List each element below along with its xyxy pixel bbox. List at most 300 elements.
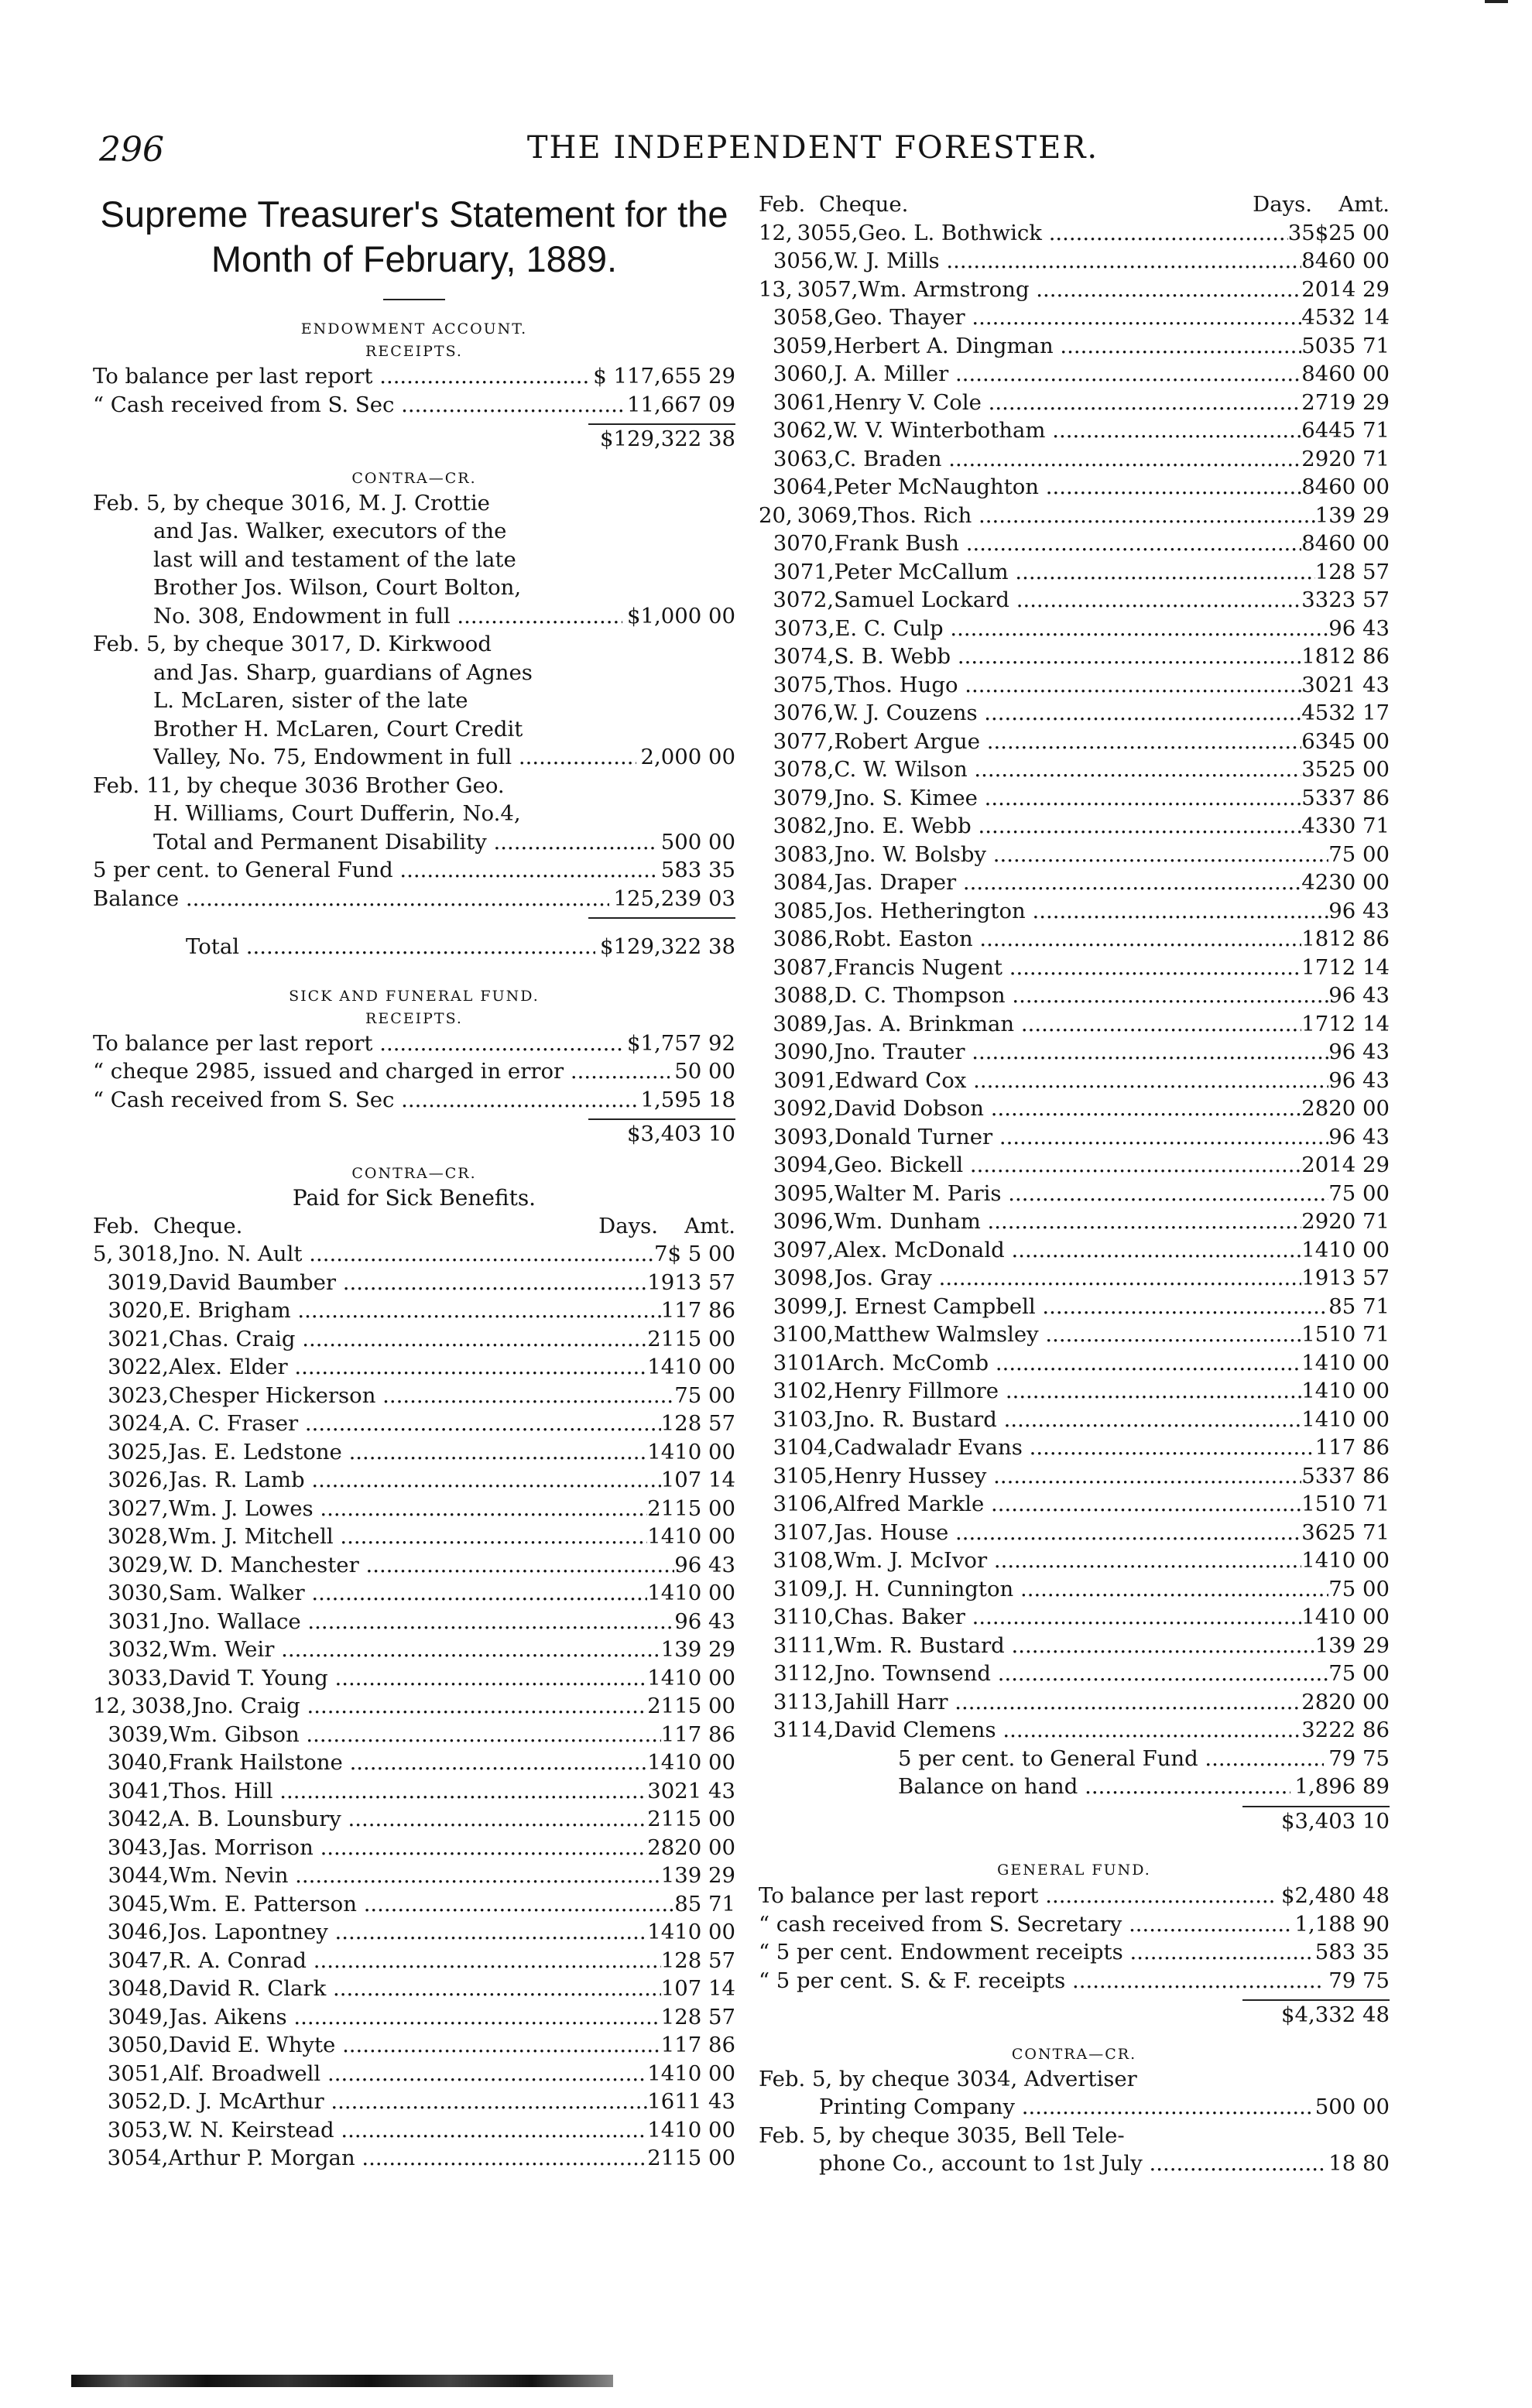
table-row [93,1296,735,1325]
left-column [93,190,735,2173]
table-row [93,1382,735,1410]
row-amount: 6 43 [1342,1067,1390,1093]
table-row [93,1438,735,1467]
row-date: 5, [93,1242,114,1266]
row-amount: 5 71 [1342,1293,1390,1319]
row-amount: 19 29 [1328,389,1390,415]
row-name: Cadwaladr Evans ..... [834,1433,1314,1462]
row-amount: 10 00 [1328,1350,1390,1375]
row-days: 63 [1301,728,1329,754]
row-name: D. J. McArthur ..... [169,2088,648,2116]
row-name: W. V. Winterbotham ..... [834,416,1301,445]
row-days: 27 [1301,389,1329,415]
payment-first-line: Feb. 5, by cheque 3017, D. Kirkwood [93,632,492,656]
row-name: David Dobson ..... [834,1094,1301,1123]
table-row [93,1466,735,1495]
row-amount: 21 43 [674,1778,735,1803]
sick-fund-tail [759,1745,1390,1801]
row-cheque: 3102, [773,1379,835,1403]
receipt-line: “ 5 per cent. Endowment receipts ..... 583 35 [759,1938,1390,1967]
row-name: Matthew Walmsley ..... [834,1320,1301,1349]
table-row [759,1010,1390,1039]
table-row [93,1551,735,1580]
table-row [759,1575,1390,1604]
table-row [759,473,1390,502]
row-amount: 6 43 [687,1608,735,1634]
row-name: Thos. Hugo ..... [834,671,1301,700]
payment-entry [93,630,735,772]
table-row [759,1236,1390,1265]
payment-continuation: Brother Jos. Wilson, Court Bolton, [153,575,522,600]
row-amount: 12 14 [1328,954,1390,980]
payment-entry [93,489,735,631]
table-row [759,1603,1390,1632]
row-days: 36 [1301,1519,1329,1545]
row-days: 7 [1328,841,1342,867]
table-row [759,1207,1390,1236]
row-name: Chas. Craig ..... [169,1325,647,1354]
row-amount: 10 00 [674,1920,735,1944]
row-amount: 9 29 [1342,502,1390,528]
row-amount: 45 71 [1328,418,1390,443]
row-amount: 30 71 [1328,814,1390,838]
row-name: Henry Hussey ..... [834,1462,1301,1491]
row-amount: 45 00 [1328,728,1390,754]
row-days: 43 [1301,814,1329,838]
row-cheque: 3075, [773,672,835,697]
table-row [759,558,1390,587]
table-row [93,1947,735,1975]
row-days: 53 [1301,785,1329,810]
row-name: E. C. Culp ..... [835,615,1328,643]
table-row [759,1462,1390,1491]
row-name: Alf. Broadwell ..... [169,2060,648,2088]
row-amount: 9 29 [687,1863,735,1888]
endowment-receipts [93,362,735,419]
table-row [93,2144,735,2173]
table-row [759,360,1390,389]
row-cheque: 3110, [773,1605,835,1629]
row-amount: 60 00 [1328,248,1390,273]
endowment-other [93,856,735,913]
row-amount: 9 29 [687,1637,735,1662]
row-cheque: 3111, [773,1632,835,1658]
row-cheque: 3046, [107,1920,169,1944]
table-row [93,1608,735,1636]
scan-artifact-bar [71,2375,613,2387]
row-name: S. B. Webb ..... [835,642,1302,671]
row-amount: 21 43 [1328,672,1390,697]
table-row [759,303,1390,332]
row-cheque: 3082, [773,814,835,838]
row-date: 20, [759,502,793,528]
row-name: Wm. J. McIvor ..... [834,1547,1301,1575]
row-amount: 20 00 [1328,1096,1390,1121]
row-cheque: 3019, [107,1269,169,1295]
row-days: 14 [1301,1350,1329,1375]
payment-continuation: H. Williams, Court Dufferin, No.4, [153,801,521,826]
column-headers: Feb. Cheque. Days. Amt. [759,192,1390,217]
row-cheque: 3113, [773,1689,835,1714]
row-cheque: 3072, [773,587,835,612]
general-fund-heading: GENERAL FUND. [997,1862,1151,1879]
row-days: 18 [1301,644,1329,669]
row-days: 84 [1301,531,1329,556]
row-days: 17 [1301,1011,1329,1036]
payment-continuation: L. McLaren, sister of the late [153,688,468,713]
row-days: 42 [1301,870,1329,895]
row-name: D. C. Thompson ..... [835,981,1328,1010]
general-receipts-total: $4,332 48 [1281,2002,1390,2027]
table-row [759,1293,1390,1321]
row-amount: 13 57 [674,1269,735,1295]
row-name: Jno. W. Bolsby ..... [835,841,1328,869]
row-name: Jas. Aikens ..... [169,2003,661,2032]
row-days: 14 [1301,1548,1329,1573]
row-cheque: 3018, [118,1242,179,1266]
endowment-total: Total ..... $129,322 38 [93,933,735,961]
sick-receipts-total: $3,403 10 [627,1122,735,1146]
table-row [93,1579,735,1608]
table-row [93,1240,735,1269]
row-amount: 11 43 [674,2089,735,2114]
row-cheque: 3021, [108,1326,169,1351]
table-row [93,1523,735,1551]
payment-last-line: Valley, No. 75, Endowment in full ..... 2,000 00 [93,743,735,772]
row-amount: 7 14 [687,1976,735,2001]
table-row [759,1151,1390,1180]
table-row [759,1320,1390,1349]
row-amount: 10 00 [674,1665,735,1690]
table-row [759,642,1390,671]
table-row [93,1777,735,1806]
row-days: 14 [647,1439,675,1464]
row-days: 14 [647,1355,675,1379]
row-amount: 9 29 [1342,1632,1390,1658]
row-days: 14 [1301,1237,1329,1262]
row-cheque: 3029, [108,1552,169,1577]
row-name: Jos. Hetherington ..... [835,897,1329,926]
sick-receipts [93,1029,735,1115]
row-days: 35 [1287,220,1315,245]
row-days: 11 [660,2033,688,2057]
receipt-line: “ cash received from S. Secretary ..... 1,188 90 [759,1910,1390,1939]
row-days: 14 [1301,1406,1329,1432]
table-row [759,699,1390,728]
row-days: 14 [647,1920,675,1944]
table-row [759,755,1390,784]
row-cheque: 3028, [107,1524,169,1549]
row-amount: 6 43 [687,1552,735,1577]
row-cheque: 3033, [107,1665,169,1690]
row-cheque: 3040, [107,1750,169,1775]
page-number: 296 [99,130,164,170]
row-days: 64 [1301,418,1329,443]
general-contra-heading: CONTRA—CR. [1011,2045,1137,2063]
row-cheque: 3027, [107,1495,169,1521]
row-name: Wm. J. Lowes ..... [169,1495,648,1523]
row-name: David E. Whyte ..... [169,2031,661,2060]
table-row [759,671,1390,700]
row-days: 15 [1301,1492,1329,1516]
sick-receipts-heading: RECEIPTS. [365,1009,463,1027]
row-name: Wm. Armstrong ..... [858,276,1301,304]
table-row [759,1180,1390,1208]
row-amount: 15 00 [674,1694,735,1718]
row-amount: 20 71 [1328,446,1390,471]
row-name: Francis Nugent ..... [834,954,1301,982]
row-name: Wm. J. Mitchell ..... [168,1523,647,1551]
payment-continuation: and Jas. Sharp, guardians of Agnes [153,659,533,685]
row-amount: 10 00 [1328,1406,1390,1432]
table-row [759,529,1390,558]
row-name: Frank Bush ..... [834,529,1301,558]
payment-continuation: and Jas. Walker, executors of the [153,519,507,543]
row-amount: 10 00 [674,1355,735,1379]
contra-line: 5 per cent. to General Fund ..... 583 35 [93,856,735,885]
row-cheque: 3048, [108,1976,169,2001]
row-days: 21 [647,1807,675,1831]
right-column [759,190,1390,2178]
receipt-line: To balance per last report ..... $2,480 48 [759,1882,1390,1910]
row-days: 30 [647,1778,675,1803]
row-name: Jas. Morrison ..... [169,1834,648,1862]
payment-entry [759,2122,1390,2178]
row-amount: 10 00 [674,1581,735,1605]
row-days: 7 [1328,1576,1342,1601]
row-amount: 6 43 [1342,983,1390,1008]
row-name: Jahill Harr ..... [835,1688,1302,1717]
table-row [93,1664,735,1693]
row-days: 14 [647,2117,675,2143]
table-row [759,1349,1390,1378]
payment-amount: 18 80 [1328,2151,1390,2176]
row-name: David T. Young ..... [169,1664,648,1693]
payment-entry [759,2065,1390,2122]
row-days: 84 [1301,361,1329,386]
row-cheque: 3052, [107,2089,169,2114]
table-row [759,1377,1390,1406]
row-cheque: 3043, [107,1834,169,1860]
row-name: Henry Fillmore ..... [834,1377,1301,1406]
payment-amount: 2,000 00 [640,745,735,769]
row-cheque: 3038, [131,1694,193,1718]
row-cheque: 3044, [108,1863,170,1888]
row-days: 29 [1301,1209,1329,1234]
row-cheque: 3106, [773,1492,835,1516]
row-amount: 5 00 [1342,1661,1390,1686]
table-row [759,1660,1390,1688]
table-row [759,1433,1390,1462]
row-amount: 5 71 [687,1891,735,1916]
table-row [93,1890,735,1919]
row-cheque: 3056, [773,248,835,273]
table-row [93,2003,735,2032]
row-cheque: 3054, [107,2146,169,2170]
row-days: 7 [1328,1661,1342,1686]
row-days: 7 [1328,1180,1342,1206]
row-name: Samuel Lockard ..... [834,586,1301,615]
row-amount: 8 57 [687,1411,735,1436]
row-name: Jas. E. Ledstone ..... [168,1438,647,1467]
row-amount: 37 86 [1328,1463,1390,1488]
row-days: 15 [1301,1322,1329,1347]
row-amount: 12 86 [1328,644,1390,669]
row-amount: 30 00 [1328,870,1390,895]
row-amount: 15 00 [674,1495,735,1521]
row-name: Jas. House ..... [835,1519,1302,1547]
row-amount: 7 86 [1342,1435,1390,1460]
row-days: 9 [1328,1124,1342,1149]
table-row [93,1975,735,2003]
sick-fund-total: $3,403 10 [1281,1808,1390,1834]
row-name: Alex. McDonald ..... [834,1236,1301,1265]
row-name: Jos. Gray ..... [835,1264,1302,1293]
row-name: A. B. Lounsbury ..... [168,1805,647,1834]
table-row [759,1688,1390,1717]
table-row [759,981,1390,1010]
row-cheque: 3086, [773,927,835,951]
row-days: 35 [1301,757,1329,782]
row-amount: 20 71 [1328,1209,1390,1234]
table-row [93,1692,735,1721]
endowment-receipts-total: $129,322 38 [600,426,735,451]
row-name: Wm. Gibson ..... [169,1721,661,1749]
row-name: Chas. Baker ..... [834,1603,1301,1632]
row-days: 33 [1301,587,1329,612]
row-cheque: 3061, [773,389,835,415]
row-name: W. N. Keirstead ..... [168,2116,647,2145]
row-amount: 7 86 [687,1721,735,1747]
row-name: Thos. Hill ..... [169,1777,647,1806]
row-days: 32 [1301,1718,1329,1742]
endowment-payments [93,489,735,857]
row-name: Wm. Weir ..... [169,1636,660,1664]
row-cheque: 3114, [773,1718,835,1742]
row-cheque: 3031, [108,1608,170,1634]
sick-contra-heading: CONTRA—CR. [351,1164,477,1182]
row-amount: 7 86 [687,2033,735,2057]
sick-benefit-list-left [93,1240,735,2173]
row-name: J. H. Cunnington ..... [835,1575,1328,1604]
row-cheque: 3084, [773,870,835,895]
payment-continuation: Brother H. McLaren, Court Credit [153,716,523,742]
receipt-line: To balance per last report ..... $ 117,655 29 [93,362,735,391]
row-amount: 8 57 [687,2004,735,2030]
row-amount: 25 71 [1328,1519,1390,1545]
row-date: 12, [759,220,793,245]
row-amount: 14 29 [1328,1153,1390,1177]
row-days: 14 [647,1581,675,1605]
endowment-receipts-heading: RECEIPTS. [365,343,463,360]
row-cheque: 3057, [797,276,859,302]
row-name: E. Brigham ..... [169,1296,661,1325]
row-cheque: 3112, [773,1661,835,1686]
row-amount: 10 00 [674,1524,735,1549]
row-name: Herbert A. Dingman ..... [834,332,1301,361]
payment-last-line: phone Co., account to 1st July ..... 18 80 [759,2149,1390,2178]
endowment-contra-heading: CONTRA—CR. [351,469,477,487]
row-cheque: 3060, [773,361,835,386]
row-name: Wm. E. Patterson ..... [169,1890,674,1919]
row-days: 30 [1301,672,1329,697]
row-amount: 13 57 [1328,1266,1390,1290]
row-cheque: 3022, [108,1355,169,1379]
row-days: 20 [1301,1153,1329,1177]
row-cheque: 3090, [773,1040,835,1064]
row-amount: 60 00 [1328,531,1390,556]
row-name: W. D. Manchester ..... [169,1551,674,1580]
row-amount: $25 00 [1314,220,1390,245]
table-row [759,1067,1390,1095]
row-amount: 15 00 [674,2146,735,2170]
table-row [93,2060,735,2088]
row-days: 13 [1314,1632,1342,1658]
row-amount: 15 00 [674,1807,735,1831]
table-row [759,1716,1390,1745]
table-row [759,925,1390,954]
row-days: 20 [1301,276,1329,302]
row-name: David Clemens ..... [834,1716,1301,1745]
row-days: 28 [1301,1689,1329,1714]
row-cheque: 3039, [108,1721,170,1747]
table-row [93,1636,735,1664]
row-amount: 6 43 [1342,898,1390,923]
table-row [93,1495,735,1523]
row-amount: 10 00 [674,2060,735,2086]
row-amount: 5 00 [1342,841,1390,867]
row-amount: 8 57 [687,1947,735,1973]
row-days: 9 [1328,898,1342,923]
table-row [759,416,1390,445]
row-days: 14 [647,2060,675,2086]
row-name: Walter M. Paris ..... [835,1180,1328,1208]
row-cheque: 3096, [773,1209,835,1234]
table-row [93,1269,735,1297]
row-cheque: 3087, [773,954,835,980]
table-row [759,784,1390,813]
row-amount: 15 00 [674,1326,735,1351]
row-amount: 10 71 [1328,1322,1390,1347]
row-days: 21 [647,1694,675,1718]
row-days: 9 [1328,1040,1342,1064]
payment-amount: 500 00 [1314,2095,1390,2119]
row-cheque: 3099, [773,1293,835,1319]
payment-last-line: Printing Company ..... 500 00 [759,2093,1390,2122]
section-divider [383,299,445,300]
row-name: C. W. Wilson ..... [834,755,1301,784]
table-row [759,1519,1390,1547]
row-cheque: 3032, [108,1637,170,1662]
payment-continuation: last will and testament of the late [153,546,516,572]
table-row [93,1721,735,1749]
row-name: J. Ernest Campbell ..... [835,1293,1329,1321]
row-name: Henry V. Cole ..... [834,389,1301,417]
row-days: 13 [660,1863,688,1888]
row-days: 9 [674,1608,688,1634]
row-days: 14 [647,1750,675,1775]
row-name: W. J. Mills ..... [835,247,1302,276]
row-name: Jno. R. Bustard ..... [834,1406,1301,1434]
table-row [759,247,1390,276]
row-name: Wm. Nevin ..... [169,1862,661,1890]
row-name: Wm. R. Bustard ..... [834,1632,1314,1660]
row-name: Jos. Lapontney ..... [169,1918,648,1947]
row-cheque: 3100, [773,1322,834,1347]
payment-last-line: Total and Permanent Disability ..... 500 00 [93,828,735,857]
row-days: 45 [1301,700,1329,725]
table-row [759,1038,1390,1067]
